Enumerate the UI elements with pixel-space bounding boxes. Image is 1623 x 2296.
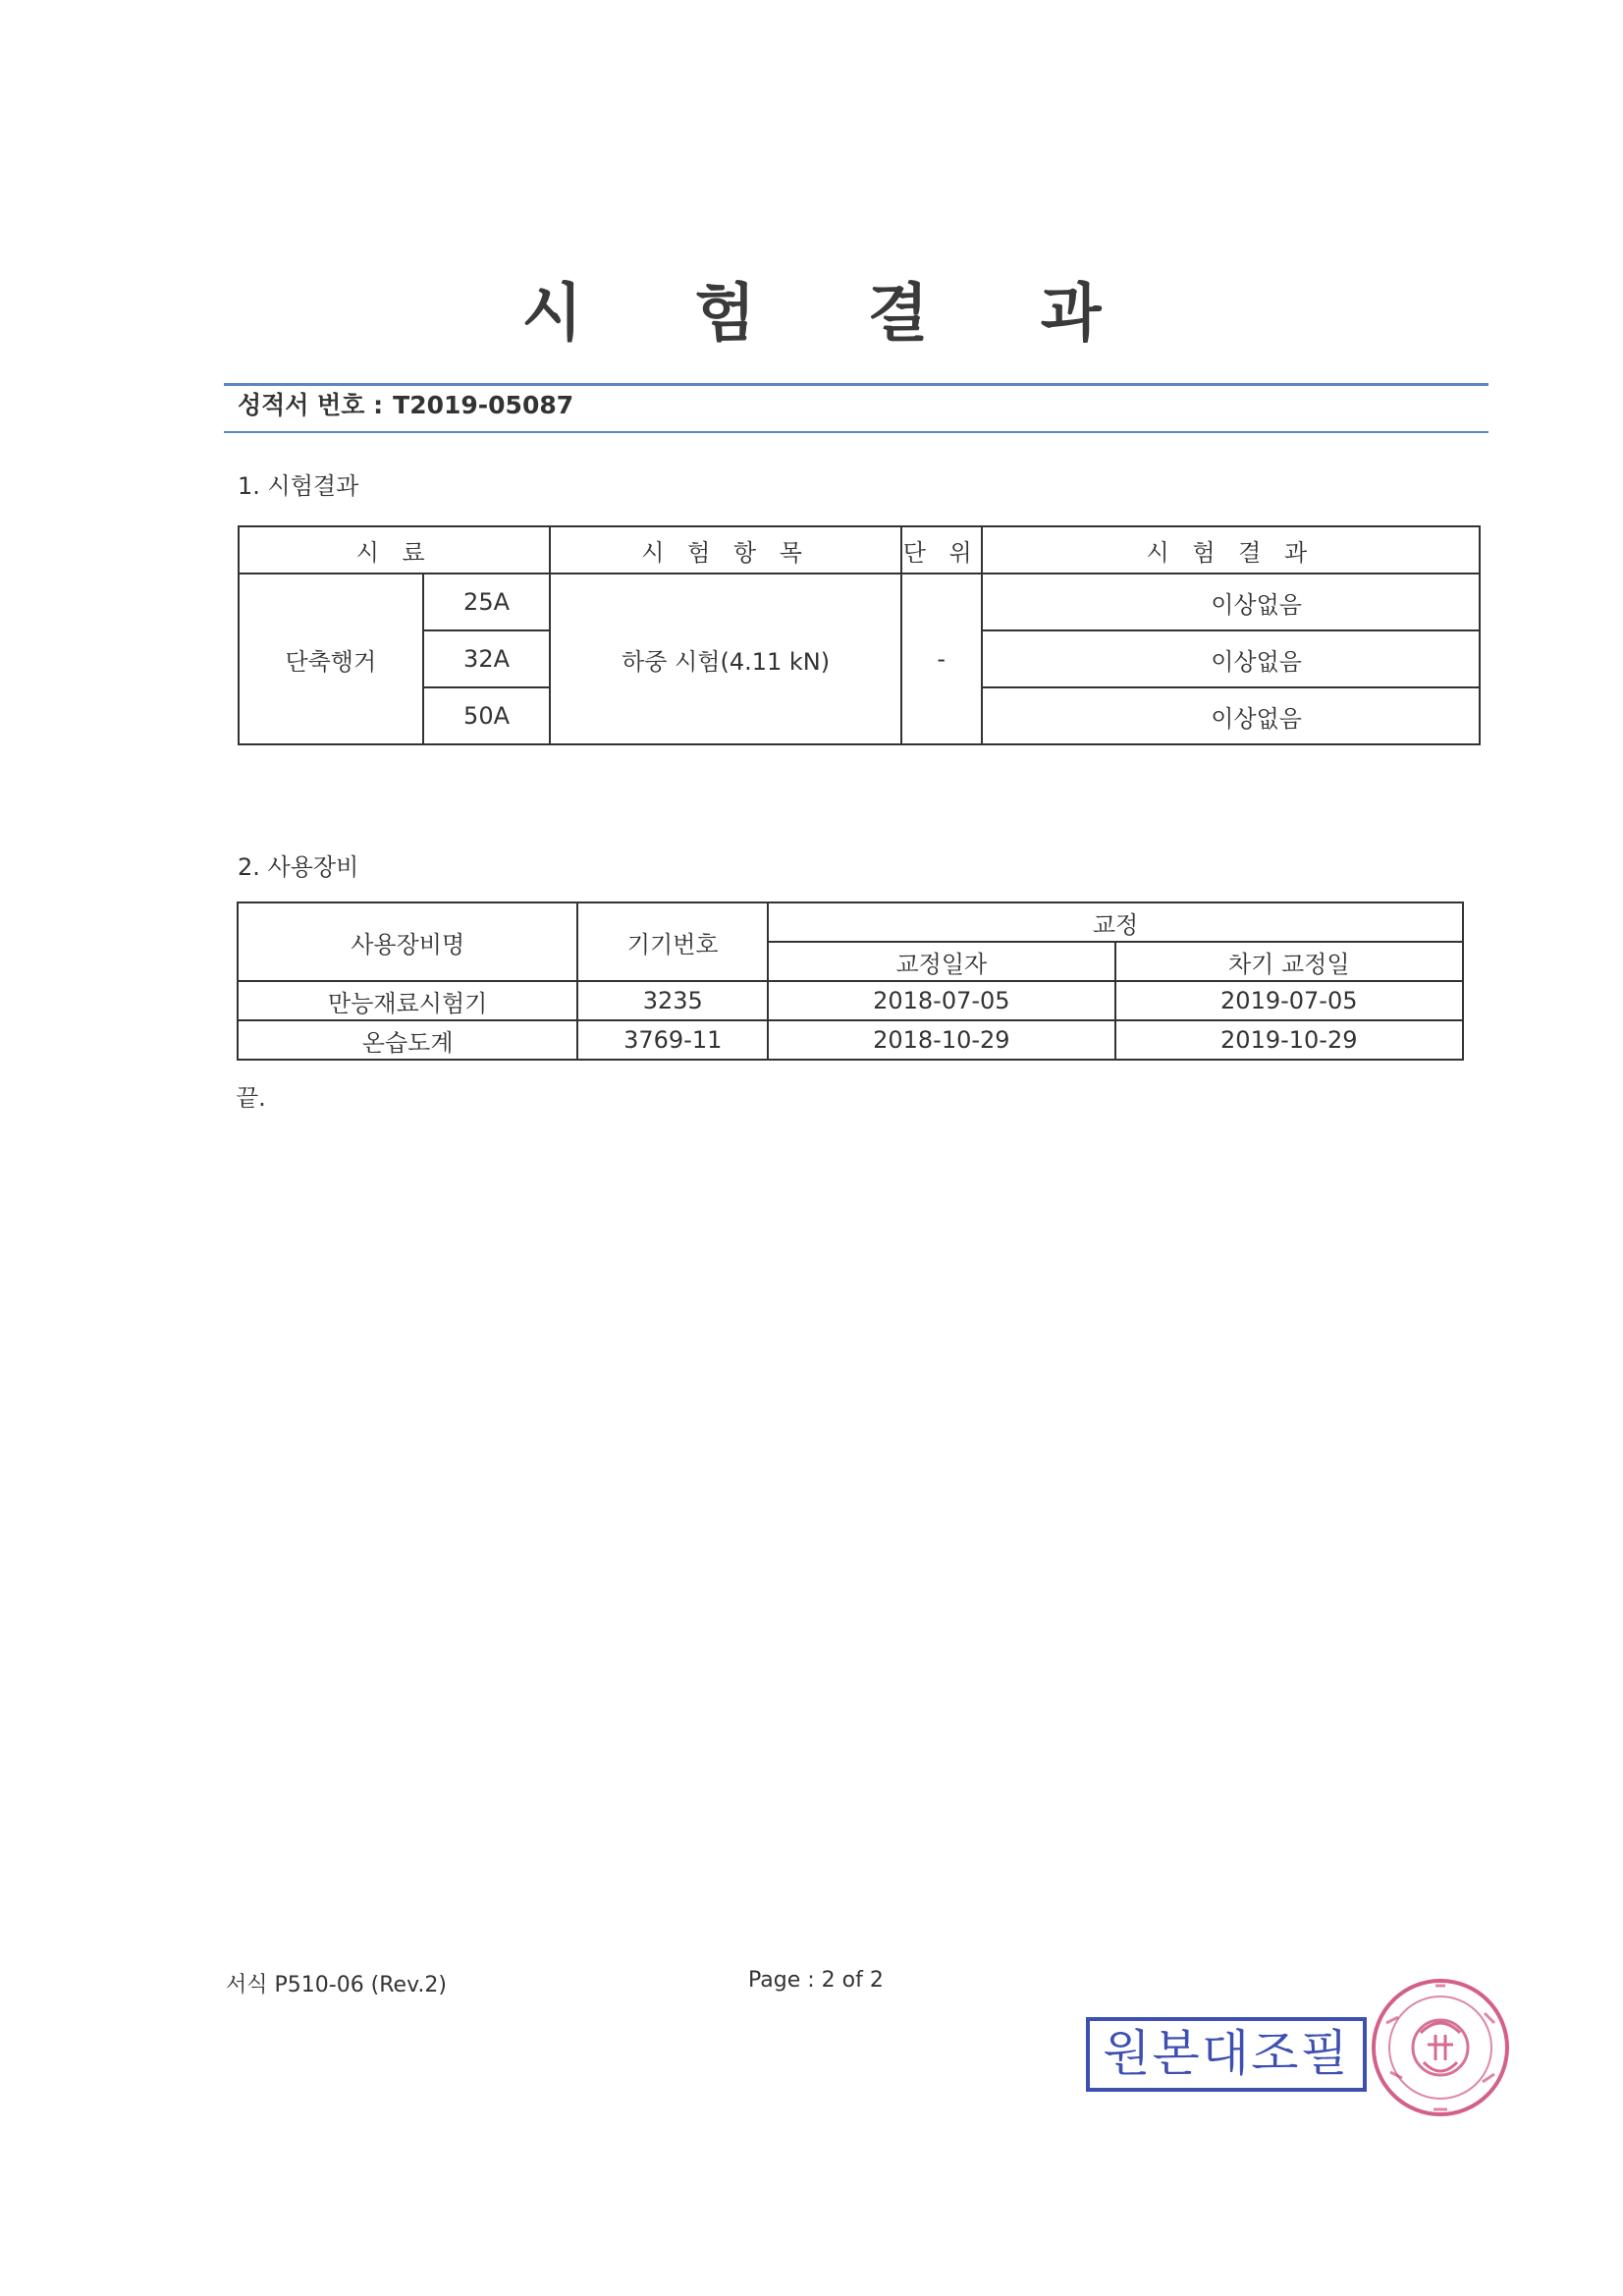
- equipment-name-cell: 만능재료시험기: [238, 981, 577, 1020]
- header-unit: 단 위: [901, 526, 982, 574]
- header-rule-bottom: [224, 431, 1488, 433]
- device-number-cell: 3769-11: [577, 1020, 768, 1060]
- header-sample: 시 료: [239, 526, 550, 574]
- equipment-name-cell: 온습도계: [238, 1020, 577, 1060]
- section-heading-equipment: 2. 사용장비: [238, 853, 359, 881]
- size-cell: 25A: [423, 574, 551, 630]
- report-number-line: [238, 386, 573, 421]
- footer-page-number: Page : 2 of 2: [748, 1968, 884, 1993]
- end-mark: 끝.: [236, 1084, 266, 1112]
- next-calibration-cell: 2019-10-29: [1115, 1020, 1463, 1060]
- original-copy-stamp: 원본대조필: [1086, 2017, 1367, 2092]
- section-heading-results: 1. 시험결과: [238, 472, 359, 500]
- result-cell: 이상없음: [982, 574, 1480, 630]
- calibration-date-cell: 2018-10-29: [768, 1020, 1114, 1060]
- results-table: [238, 525, 1481, 745]
- device-number-cell: 3235: [577, 981, 768, 1020]
- size-cell: 50A: [423, 687, 551, 744]
- header-equipment-name: 사용장비명: [238, 902, 577, 981]
- header-next-calibration: 차기 교정일: [1115, 942, 1463, 981]
- report-number-label: 성적서 번호 :: [238, 391, 384, 419]
- size-cell: 32A: [423, 630, 551, 687]
- header-calibration-date: 교정일자: [768, 942, 1114, 981]
- sample-name-cell: 단축행거: [239, 574, 423, 744]
- results-header-row: [239, 526, 1480, 574]
- header-calibration: 교정: [768, 902, 1463, 942]
- equipment-table: [237, 902, 1464, 1061]
- table-row: [239, 574, 1480, 630]
- header-result: 시 험 결 과: [982, 526, 1480, 574]
- unit-cell: -: [901, 574, 982, 744]
- report-number: T2019-05087: [393, 391, 574, 419]
- calibration-date-cell: 2018-07-05: [768, 981, 1114, 1020]
- equipment-header-row: [238, 902, 1463, 942]
- page-title: 시 험 결 과: [521, 278, 1147, 351]
- result-cell: 이상없음: [982, 687, 1480, 744]
- header-test-item: 시 험 항 목: [550, 526, 900, 574]
- next-calibration-cell: 2019-07-05: [1115, 981, 1463, 1020]
- table-row: [238, 981, 1463, 1020]
- test-item-cell: 하중 시험(4.11 kN): [550, 574, 900, 744]
- footer-form-code: 서식 P510-06 (Rev.2): [226, 1973, 447, 1997]
- table-row: [238, 1020, 1463, 1060]
- header-device-number: 기기번호: [577, 902, 768, 981]
- result-cell: 이상없음: [982, 630, 1480, 687]
- company-seal-icon: [1367, 1974, 1514, 2121]
